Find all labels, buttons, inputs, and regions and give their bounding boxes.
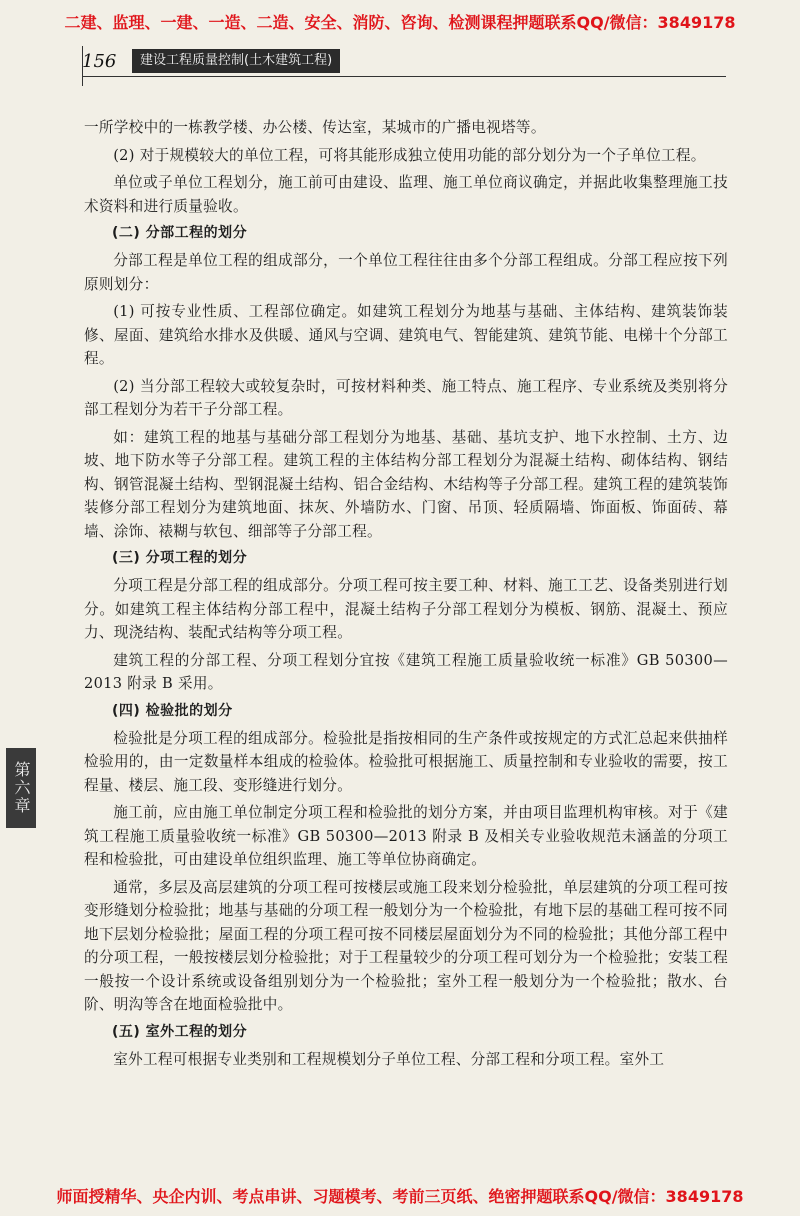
paragraph: 通常，多层及高层建筑的分项工程可按楼层或施工段来划分检验批，单层建筑的分项工程可按变形缝划分检验批；地基与基础的分项工程一般划分为一个检验批，有地下层的基础工程可按不同地下层划分检验批；屋面工程的分项工程可按不同楼层屋面划分为不同的检验批；其他分部工程中的分项工程，一般按楼层划分检验批；对于工程量较少的分项工程可划分为一个检验批；安装工程一般按一个设计系统或设备组别划分为一个检验批；室外工程一般划分为一个检验批；散水、台阶、明沟等含在地面检验批中。 — [84, 878, 728, 1013]
paragraph: 建筑工程的分部工程、分项工程划分宜按《建筑工程施工质量验收统一标准》GB 50300—2013 附录 B 采用。 — [84, 651, 728, 692]
section-heading: (三) 分项工程的划分 — [112, 550, 248, 566]
paragraph: 分项工程是分部工程的组成部分。分项工程可按主要工种、材料、施工工艺、设备类别进行划分。如建筑工程主体结构分部工程中，混凝土结构子分部工程划分为模板、钢筋、混凝土、预应力、现浇结构、装配式结构等分项工程。 — [84, 577, 728, 641]
paragraph: 室外工程可根据专业类别和工程规模划分子单位工程、分部工程和分项工程。室外工 — [113, 1050, 665, 1068]
header-rule — [82, 76, 726, 77]
paragraph: 单位或子单位工程划分，施工前可由建设、监理、施工单位商议确定，并据此收集整理施工技术资料和进行质量验收。 — [84, 174, 728, 215]
section-heading: (四) 检验批的划分 — [112, 702, 233, 719]
paragraph: (2) 对于规模较大的单位工程，可将其能形成独立使用功能的部分划分为一个子单位工程。 — [113, 146, 706, 164]
page-body — [84, 116, 728, 1075]
page-header — [82, 48, 722, 74]
paragraph: 检验批是分项工程的组成部分。检验批是指按相同的生产条件或按规定的方式汇总起来供抽样检验用的，由一定数量样本组成的检验体。检验批可根据施工、质量控制和专业验收的需要，按工程量、楼层、施工段、变形缝进行划分。 — [84, 729, 728, 794]
section-heading: (五) 室外工程的划分 — [112, 1023, 248, 1040]
paragraph: 一所学校中的一栋教学楼、办公楼、传达室，某城市的广播电视塔等。 — [84, 119, 546, 136]
chapter-tab: 第六章 — [6, 748, 36, 828]
page-number: 156 — [82, 50, 117, 72]
ad-banner-top: 二建、监理、一建、一造、二造、安全、消防、咨询、检测课程押题联系QQ/微信：3849178 — [64, 13, 736, 32]
paragraph: 施工前，应由施工单位制定分项工程和检验批的划分方案，并由项目监理机构审核。对于《建筑工程施工质量验收统一标准》GB 50300—2013 附录 B 及相关专业验收规范未涵盖的分项工程和检验批，可由建设单位组织监理、施工等单位协商确定。 — [84, 804, 728, 868]
section-heading: (二) 分部工程的划分 — [112, 225, 248, 241]
paragraph: (1) 可按专业性质、工程部位确定。如建筑工程划分为地基与基础、主体结构、建筑装饰装修、屋面、建筑给水排水及供暖、通风与空调、建筑电气、智能建筑、建筑节能、电梯十个分部工程。 — [84, 303, 728, 367]
book-title: 建设工程质量控制(土木建筑工程) — [132, 49, 340, 73]
paragraph: 如：建筑工程的地基与基础分部工程划分为地基、基础、基坑支护、地下水控制、土方、边坡、地下防水等子分部工程。建筑工程的主体结构分部工程划分为混凝土结构、砌体结构、钢结构、钢管混凝土结构、型钢混凝土结构、铝合金结构、木结构等子分部工程。建筑工程的建筑装饰装修分部工程划分为建筑地面、抹灰、外墙防水、门窗、吊顶、轻质隔墙、饰面板、饰面砖、幕墙、涂饰、裱糊与软包、细部等子分部工程。 — [84, 428, 728, 540]
paragraph: 分部工程是单位工程的组成部分，一个单位工程往往由多个分部工程组成。分部工程应按下列原则划分： — [84, 252, 728, 293]
paragraph: (2) 当分部工程较大或较复杂时，可按材料种类、施工特点、施工程序、专业系统及类别将分部工程划分为若干子分部工程。 — [84, 377, 728, 418]
ad-banner-bottom: 师面授精华、央企内训、考点串讲、习题模考、考前三页纸、绝密押题联系QQ/微信：3849178 — [56, 1187, 744, 1206]
